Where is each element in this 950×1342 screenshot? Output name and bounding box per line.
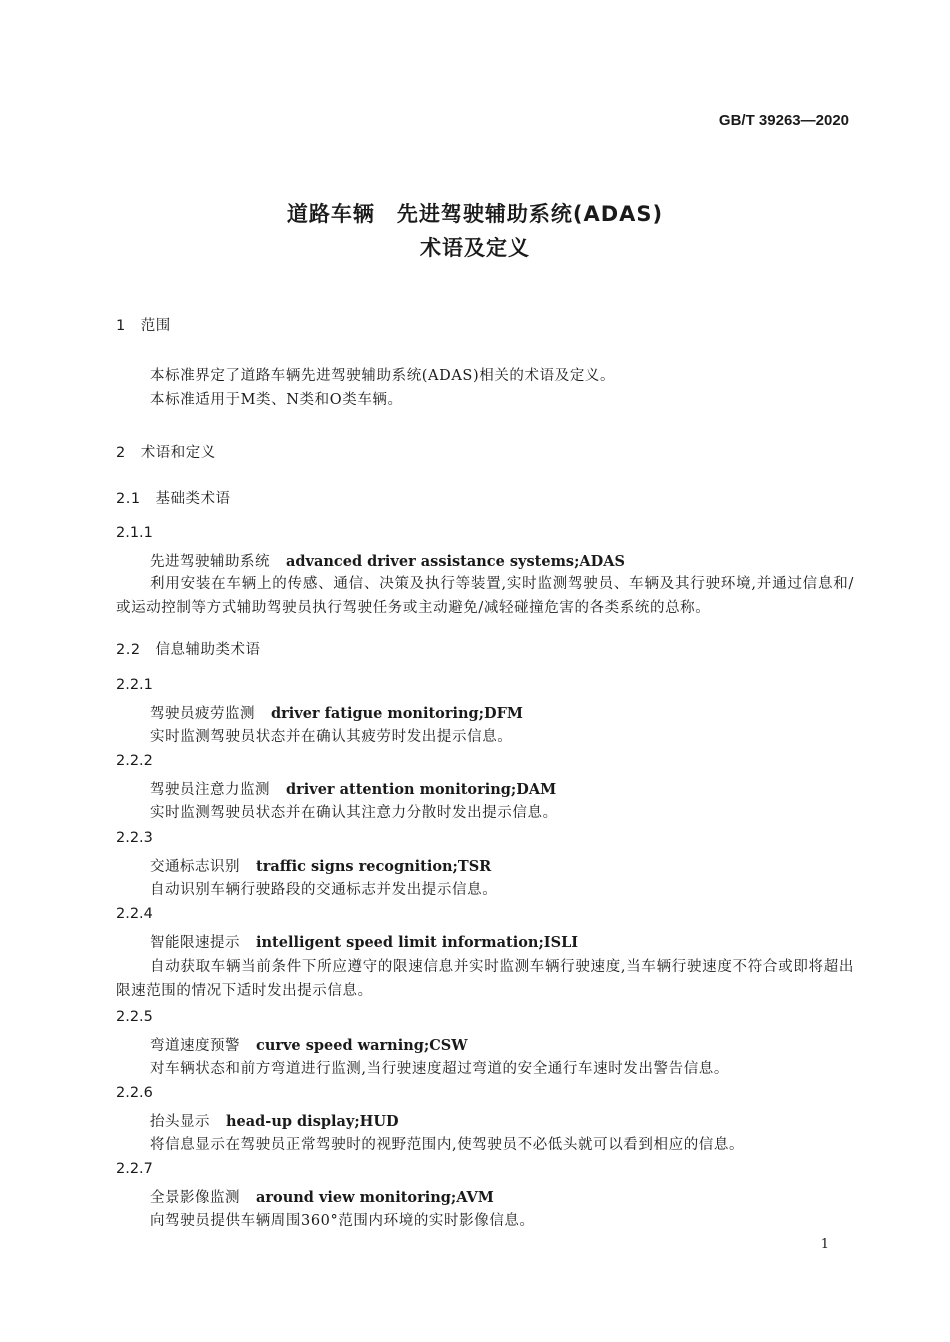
term-title xyxy=(150,931,578,952)
term-zh: 智能限速提示 xyxy=(150,935,240,951)
term-zh: 驾驶员注意力监测 xyxy=(150,782,270,798)
term-number: 2.1.1 xyxy=(116,525,153,541)
term-number: 2.2.3 xyxy=(116,830,153,846)
section-2-2-heading: 2.2 信息辅助类术语 xyxy=(116,642,261,658)
term-number: 2.2.5 xyxy=(116,1009,153,1025)
term-zh: 抬头显示 xyxy=(150,1114,210,1130)
term-title xyxy=(150,1034,468,1055)
title-line-1: 道路车辆 先进驾驶辅助系统(ADAS) xyxy=(286,202,664,226)
term-title xyxy=(150,550,625,571)
term-zh: 全景影像监测 xyxy=(150,1190,240,1206)
term-definition: 实时监测驾驶员状态并在确认其注意力分散时发出提示信息。 xyxy=(150,805,558,821)
term-en: driver attention monitoring;DAM xyxy=(286,781,557,798)
term-zh: 交通标志识别 xyxy=(150,859,240,875)
term-en: driver fatigue monitoring;DFM xyxy=(271,705,523,722)
term-title xyxy=(150,1186,494,1207)
term-en: head-up display;HUD xyxy=(226,1113,399,1130)
term-title xyxy=(150,778,556,799)
term-title xyxy=(150,702,523,723)
section-2-heading: 2 术语和定义 xyxy=(116,445,216,461)
term-title xyxy=(150,855,491,876)
term-definition: 对车辆状态和前方弯道进行监测,当行驶速度超过弯道的安全通行车速时发出警告信息。 xyxy=(150,1061,730,1077)
term-number: 2.2.1 xyxy=(116,677,153,693)
term-en: intelligent speed limit information;ISLI xyxy=(256,934,579,951)
section-1-para-2: 本标准适用于M类、N类和O类车辆。 xyxy=(150,392,403,408)
term-number: 2.2.7 xyxy=(116,1161,153,1177)
term-number: 2.2.2 xyxy=(116,753,153,769)
section-2-1-heading: 2.1 基础类术语 xyxy=(116,491,231,507)
term-definition: 利用安装在车辆上的传感、通信、决策及执行等装置,实时监测驾驶员、车辆及其行驶环境,并通过信息和/或运动控制等方式辅助驾驶员执行驾驶任务或主动避免/减轻碰撞危害的各类系统的总称。 xyxy=(116,576,854,616)
term-zh: 驾驶员疲劳监测 xyxy=(150,706,255,722)
page-number: 1 xyxy=(820,1237,829,1252)
term-definition: 将信息显示在驾驶员正常驾驶时的视野范围内,使驾驶员不必低头就可以看到相应的信息。 xyxy=(150,1137,745,1153)
section-1-heading: 1 范围 xyxy=(116,318,171,334)
term-definition: 自动识别车辆行驶路段的交通标志并发出提示信息。 xyxy=(150,882,498,898)
term-title xyxy=(150,1110,399,1131)
term-definition: 实时监测驾驶员状态并在确认其疲劳时发出提示信息。 xyxy=(150,729,513,745)
section-1-para-1: 本标准界定了道路车辆先进驾驶辅助系统(ADAS)相关的术语及定义。 xyxy=(150,368,616,384)
term-definition: 向驾驶员提供车辆周围360°范围内环境的实时影像信息。 xyxy=(150,1213,535,1229)
term-zh: 弯道速度预警 xyxy=(150,1038,240,1054)
standard-code: GB/T 39263—2020 xyxy=(718,112,849,129)
title-line-2: 术语及定义 xyxy=(420,236,530,260)
term-en: around view monitoring;AVM xyxy=(256,1189,494,1206)
term-number: 2.2.4 xyxy=(116,906,153,922)
term-number: 2.2.6 xyxy=(116,1085,153,1101)
term-en: traffic signs recognition;TSR xyxy=(256,858,492,875)
term-definition: 自动获取车辆当前条件下所应遵守的限速信息并实时监测车辆行驶速度,当车辆行驶速度不符合或即将超出限速范围的情况下适时发出提示信息。 xyxy=(116,959,854,999)
term-zh: 先进驾驶辅助系统 xyxy=(150,554,270,570)
term-en: advanced driver assistance systems;ADAS xyxy=(286,553,625,570)
term-en: curve speed warning;CSW xyxy=(256,1037,468,1054)
